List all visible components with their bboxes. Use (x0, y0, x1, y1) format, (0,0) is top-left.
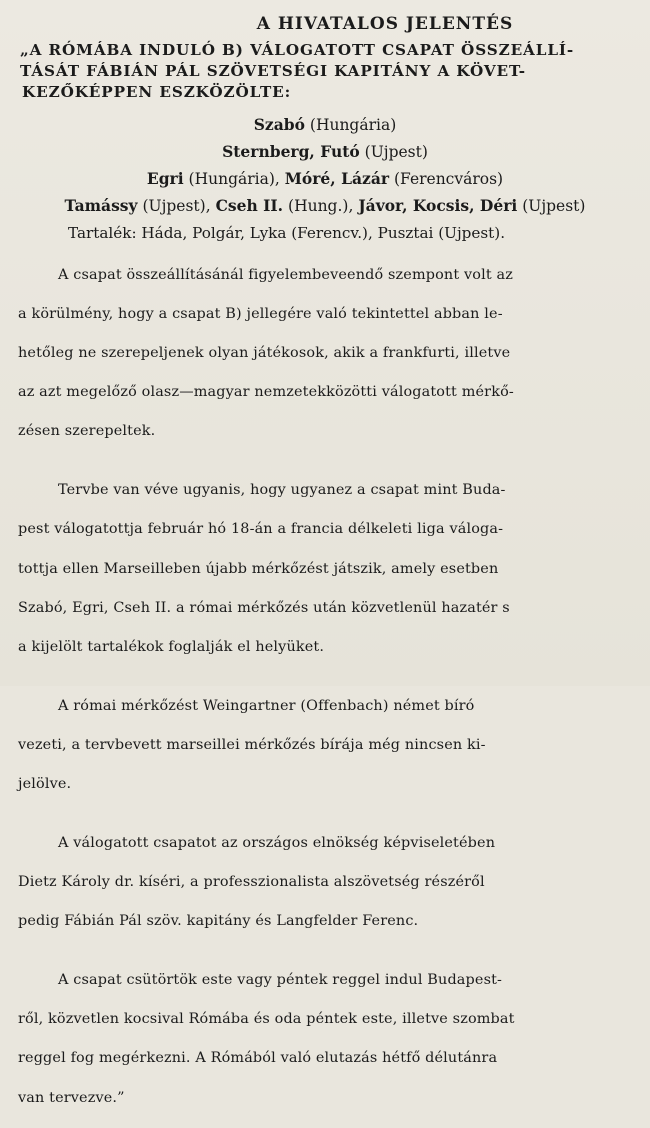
team-lineup (18, 113, 632, 218)
paragraph-line: A csapat összeállításánál figyelembeveendő szempont volt az (58, 266, 513, 283)
player-names: Szabó (253, 115, 305, 134)
paragraph-line: tottja ellen Marseilleben újabb mérkőzést játszik, amely esetben (18, 560, 499, 577)
paragraph-line: az azt megelőző olasz—magyar nemzetekközötti válogatott mérkő- (18, 384, 514, 401)
lineup-row-forwards (18, 194, 632, 218)
player-names: Móré, Lázár (284, 169, 390, 188)
club-name: (Ferencváros) (393, 170, 504, 188)
subheading-line: „A RÓMÁBA INDULÓ B) VÁLOGATOTT CSAPAT ÖSSZEÁLLÍ- (20, 41, 575, 59)
paragraph-line: vezeti, a tervbevett marseillei mérkőzés bírája még nincsen ki- (18, 736, 486, 753)
club-name: (Hungária), (188, 170, 280, 188)
paragraph-line: Szabó, Egri, Cseh II. a római mérkőzés után közvetlenül hazatér s (18, 599, 510, 616)
paragraph-line: zésen szerepeltek. (18, 423, 156, 440)
paragraph-line: reggel fog megérkezni. A Rómából való elutazás hétfő délutánra (18, 1050, 498, 1067)
article-paragraph (18, 462, 632, 678)
subheading-line: TÁSÁT FÁBIÁN PÁL SZÖVETSÉGI KAPITÁNY A KÖVET- (20, 62, 526, 80)
club-name: (Hung.), (288, 197, 354, 215)
article-paragraph (18, 951, 632, 1127)
club-name: (Ujpest) (364, 143, 428, 161)
player-names: Cseh II. (215, 196, 284, 215)
lineup-row-backs (18, 140, 632, 164)
paragraph-line: van tervezve.” (18, 1089, 125, 1106)
paragraph-line: Dietz Károly dr. kíséri, a professzionalista alszövetség részéről (18, 874, 485, 890)
article-paragraph (18, 814, 632, 951)
article-paragraph (18, 246, 632, 462)
paragraph-line: Tervbe van véve ugyanis, hogy ugyanez a csapat mint Buda- (58, 482, 506, 499)
article-subheading (20, 40, 626, 103)
paragraph-line: A római mérkőzést Weingartner (Offenbach) német bíró (58, 697, 475, 714)
player-names: Egri (146, 169, 184, 188)
player-names: Sternberg, Futó (222, 142, 360, 161)
lineup-row-goalkeeper (18, 113, 632, 137)
paragraph-line: jelölve. (18, 776, 72, 793)
club-name: (Hungária) (309, 116, 397, 134)
lineup-row-halfbacks (18, 167, 632, 191)
reserve-players: Tartalék: Háda, Polgár, Lyka (Ferencv.), Pusztai (Ujpest). (68, 224, 506, 242)
player-names: Tamássy (64, 196, 138, 215)
paragraph-line: pest válogatottja február hó 18-án a francia délkeleti liga válogа- (18, 521, 504, 538)
article-paragraph (18, 677, 632, 814)
paragraph-line: pedig Fábián Pál szöv. kapitány és Langfelder Ferenc. (18, 913, 419, 930)
paragraph-line: ről, közvetlen kocsival Rómába és oda péntek este, illetve szombat (18, 1011, 515, 1028)
paragraph-line: A csapat csütörtök este vagy péntek reggel indul Budapest- (58, 971, 503, 988)
paragraph-line: a kijelölt tartalékok foglalják el helyüket. (18, 638, 325, 655)
paragraph-line: hetőleg ne szerepeljenek olyan játékosok, akik a frankfurti, illetve (18, 344, 511, 361)
club-name: (Ujpest), (142, 197, 211, 215)
paragraph-line: A válogatott csapatot az országos elnökség képviseletében (58, 834, 496, 851)
subheading-line: KEZŐKÉPPEN ESZKÖZÖLTE: (22, 83, 292, 101)
club-name: (Ujpest) (522, 197, 586, 215)
paragraph-line: a körülmény, hogy a csapat B) jellegére való tekintettel abban le- (18, 305, 503, 322)
player-names: Jávor, Kocsis, Déri (358, 196, 518, 215)
article-heading: A HIVATALOS JELENTÉS (256, 14, 514, 34)
